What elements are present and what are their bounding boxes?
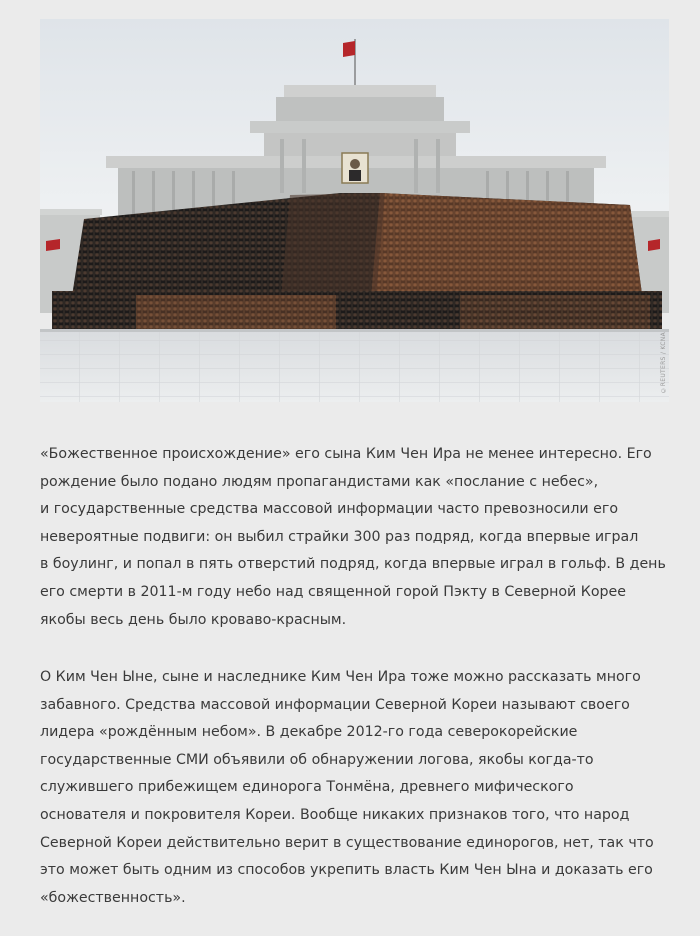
text-line: забавного. Средства массовой информации Северной Кореи называют своего — [40, 696, 630, 713]
text-line: якобы весь день было кроваво-красным. — [40, 611, 347, 628]
text-line: служившего прибежищем единорога Тонмёна, древнего мифического — [40, 779, 574, 796]
photo-credit: ©REUTERS / KCNA — [660, 332, 667, 394]
text-line: «Божественное происхождение» его сына Ким Чен Ира не менее интересно. Его — [40, 446, 652, 462]
text-line: и государственные средства массовой информации часто превозносили его — [40, 501, 619, 518]
text-line: государственные СМИ объявили об обнаружении логова, якобы когда-то — [40, 751, 594, 768]
text-line: его смерти в 2011-м году небо над священной горой Пэкту в Северной Корее — [40, 583, 626, 600]
palace-group-photo-image — [40, 19, 669, 402]
text-line: это может быть одним из способов укрепить власть Ким Чен Ына и доказать его — [40, 862, 653, 879]
text-line: в боулинг, и попал в пять отверстий подряд, когда впервые играл в гольф. В день — [40, 556, 666, 573]
text-line: Северной Кореи действительно верит в существование единорогов, нет, так что — [40, 834, 654, 851]
article-paragraph-1 — [40, 441, 670, 634]
text-line: О Ким Чен Ыне, сыне и наследнике Ким Чен Ира тоже можно рассказать много — [40, 669, 641, 685]
text-line: рождение было подано людям пропагандистами как «послание с небес», — [40, 473, 599, 490]
article-photo — [40, 19, 669, 402]
text-line: невероятные подвиги: он выбил страйки 300 раз подряд, когда впервые играл — [40, 528, 639, 545]
text-line: основателя и покровителя Кореи. Вообще никаких признаков того, что народ — [40, 806, 630, 823]
text-line: «божественность». — [40, 889, 186, 906]
article-paragraph-2 — [40, 664, 670, 912]
text-line: лидера «рождённым небом». В декабре 2012-го года северокорейские — [40, 724, 578, 741]
